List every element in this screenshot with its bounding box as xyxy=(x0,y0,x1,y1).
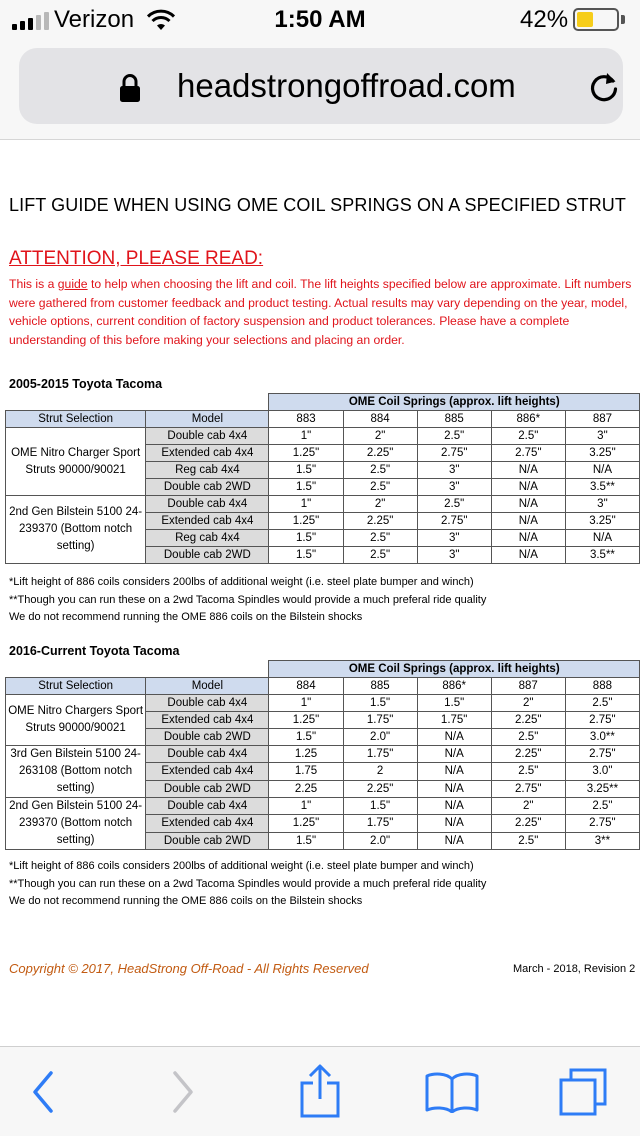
lift-height-cell: 1.75" xyxy=(343,712,417,729)
lift-height-cell: 1.5" xyxy=(343,798,417,815)
lift-height-cell: 1.5" xyxy=(269,547,343,564)
lift-height-cell: N/A xyxy=(491,513,565,530)
lift-height-cell: 1.75 xyxy=(269,763,343,780)
lift-height-cell: 3" xyxy=(565,428,639,445)
table-spacer xyxy=(6,394,146,411)
lift-height-cell: N/A xyxy=(491,496,565,513)
model-cell: Double cab 4x4 xyxy=(146,695,269,712)
page-title: LIFT GUIDE WHEN USING OME COIL SPRINGS ON A SPECIFIED STRUT xyxy=(9,195,626,215)
lift-height-cell: N/A xyxy=(417,780,491,797)
notice-guide-word: guide xyxy=(57,277,88,291)
model-header: Model xyxy=(146,678,269,695)
lift-height-cell: 2.0" xyxy=(343,832,417,849)
lift-height-cell: 3" xyxy=(417,547,491,564)
table2-note: **Though you can run these on a 2wd Tacoma Spindles would provide a much preferal ride quality xyxy=(9,877,487,890)
model-cell: Reg cab 4x4 xyxy=(146,530,269,547)
table1-note: *Lift height of 886 coils considers 200lbs of additional weight (i.e. steel plate bumper and winch) xyxy=(9,576,474,588)
strut-selection-header: Strut Selection xyxy=(6,411,146,428)
coil-size-header: 884 xyxy=(343,411,417,428)
lift-height-cell: 2.75" xyxy=(565,815,639,832)
lift-height-cell: 2" xyxy=(491,798,565,815)
attention-notice xyxy=(9,275,639,349)
lift-height-cell: 3" xyxy=(417,479,491,496)
lift-height-cell: 1" xyxy=(269,695,343,712)
table2-title: 2016-Current Toyota Tacoma xyxy=(9,644,180,658)
coil-size-header: 888 xyxy=(565,678,639,695)
lift-height-cell: 1.25" xyxy=(269,445,343,462)
model-cell: Double cab 4x4 xyxy=(146,428,269,445)
address-bar[interactable] xyxy=(19,48,623,124)
lift-height-cell: 1.75" xyxy=(343,815,417,832)
table2-note: We do not recommend running the OME 886 coils on the Bilstein shocks xyxy=(9,895,363,907)
lift-height-cell: 2.0" xyxy=(343,729,417,746)
lift-height-cell: N/A xyxy=(417,832,491,849)
table-row xyxy=(6,496,640,513)
table1-note: **Though you can run these on a 2wd Tacoma Spindles would provide a much preferal ride quality xyxy=(9,593,487,606)
lift-height-cell: 1.5" xyxy=(269,729,343,746)
strut-selection-cell: 2nd Gen Bilstein 5100 24-239370 (Bottom notch setting) xyxy=(6,496,146,564)
lift-height-cell: 2.5" xyxy=(417,496,491,513)
lift-height-cell: 1.5" xyxy=(417,695,491,712)
model-cell: Extended cab 4x4 xyxy=(146,763,269,780)
lift-height-cell: 2.25 xyxy=(269,780,343,797)
lift-height-cell: 3" xyxy=(417,530,491,547)
lock-icon xyxy=(119,73,141,103)
lift-height-cell: 2.25" xyxy=(491,712,565,729)
lift-height-cell: 2" xyxy=(491,695,565,712)
model-cell: Double cab 4x4 xyxy=(146,798,269,815)
lift-height-cell: 3" xyxy=(417,462,491,479)
status-bar xyxy=(0,0,640,40)
lift-height-cell: 1.25 xyxy=(269,746,343,763)
battery-percent: 42% xyxy=(520,6,569,33)
bookmarks-icon[interactable] xyxy=(424,1071,480,1113)
model-cell: Double cab 2WD xyxy=(146,832,269,849)
model-cell: Double cab 2WD xyxy=(146,479,269,496)
lift-height-cell: 3.0" xyxy=(565,763,639,780)
lift-table-2005-2015 xyxy=(5,393,640,564)
lift-height-cell: 3.25" xyxy=(565,445,639,462)
strut-selection-cell: OME Nitro Chargers Sport Struts 90000/90021 xyxy=(6,695,146,746)
lift-height-cell: 1.25" xyxy=(269,815,343,832)
battery-icon xyxy=(573,8,619,31)
model-cell: Extended cab 4x4 xyxy=(146,815,269,832)
lift-height-cell: 3.25** xyxy=(565,780,639,797)
model-cell: Double cab 4x4 xyxy=(146,746,269,763)
lift-height-cell: 1.5" xyxy=(269,530,343,547)
lift-height-cell: 1.5" xyxy=(343,695,417,712)
lift-height-cell: 1.25" xyxy=(269,712,343,729)
forward-icon[interactable] xyxy=(170,1069,196,1115)
table-spacer xyxy=(146,661,269,678)
lift-height-cell: 2.25" xyxy=(491,746,565,763)
table1-notes xyxy=(9,574,486,627)
model-cell: Extended cab 4x4 xyxy=(146,712,269,729)
coil-size-header: 885 xyxy=(343,678,417,695)
model-cell: Double cab 2WD xyxy=(146,780,269,797)
lift-height-cell: 3.5** xyxy=(565,547,639,564)
model-cell: Double cab 2WD xyxy=(146,729,269,746)
lift-table-2016-current xyxy=(5,660,640,850)
lift-height-cell: 3.25" xyxy=(565,513,639,530)
lift-height-cell: 1" xyxy=(269,428,343,445)
back-icon[interactable] xyxy=(30,1069,56,1115)
battery-nub xyxy=(621,15,625,24)
model-cell: Double cab 2WD xyxy=(146,547,269,564)
lift-height-cell: N/A xyxy=(565,462,639,479)
lift-height-cell: 2.5" xyxy=(491,763,565,780)
status-time: 1:50 AM xyxy=(274,6,366,33)
lift-height-cell: N/A xyxy=(417,815,491,832)
table2-notes xyxy=(9,858,486,911)
lift-height-cell: N/A xyxy=(491,479,565,496)
lift-height-cell: 2.5" xyxy=(491,428,565,445)
table-row xyxy=(6,746,640,763)
share-icon[interactable] xyxy=(298,1063,342,1119)
table2-note: *Lift height of 886 coils considers 200lbs of additional weight (i.e. steel plate bumper and winch) xyxy=(9,860,474,872)
lift-height-cell: N/A xyxy=(491,547,565,564)
coil-springs-header: OME Coil Springs (approx. lift heights) xyxy=(269,394,640,411)
strut-selection-cell: 2nd Gen Bilstein 5100 24-239370 (Bottom notch setting) xyxy=(6,798,146,850)
lift-height-cell: 1.75" xyxy=(417,712,491,729)
coil-size-header: 886* xyxy=(417,678,491,695)
coil-size-header: 885 xyxy=(417,411,491,428)
model-header: Model xyxy=(146,411,269,428)
table-row xyxy=(6,798,640,815)
lift-height-cell: 2.75" xyxy=(491,780,565,797)
table1-note: We do not recommend running the OME 886 coils on the Bilstein shocks xyxy=(9,611,363,623)
lift-height-cell: 1" xyxy=(269,496,343,513)
table-spacer xyxy=(146,394,269,411)
lift-height-cell: 3.0** xyxy=(565,729,639,746)
notice-text-start: This is a xyxy=(9,277,58,291)
lift-height-cell: 1.25" xyxy=(269,513,343,530)
attention-heading: ATTENTION, PLEASE READ: xyxy=(9,248,264,269)
lift-height-cell: N/A xyxy=(417,763,491,780)
coil-size-header: 883 xyxy=(269,411,343,428)
lift-height-cell: 2.25" xyxy=(343,513,417,530)
lift-height-cell: 2" xyxy=(343,496,417,513)
url-text[interactable]: headstrongoffroad.com xyxy=(177,67,516,104)
document-page xyxy=(0,141,640,1046)
lift-height-cell: 2.25" xyxy=(491,815,565,832)
lift-height-cell: 1.5" xyxy=(269,462,343,479)
strut-selection-header: Strut Selection xyxy=(6,678,146,695)
strut-selection-cell: OME Nitro Charger Sport Struts 90000/90021 xyxy=(6,428,146,496)
lift-height-cell: 1.5" xyxy=(269,832,343,849)
lift-height-cell: 2.75" xyxy=(491,445,565,462)
lift-height-cell: 1.5" xyxy=(269,479,343,496)
lift-height-cell: 3" xyxy=(565,496,639,513)
lift-height-cell: 2.75" xyxy=(417,513,491,530)
lift-height-cell: N/A xyxy=(565,530,639,547)
reload-icon[interactable] xyxy=(587,70,621,104)
lift-height-cell: 3** xyxy=(565,832,639,849)
coil-size-header: 886* xyxy=(491,411,565,428)
browser-address-area xyxy=(0,40,640,140)
coil-springs-header: OME Coil Springs (approx. lift heights) xyxy=(269,661,640,678)
notice-text-rest: to help when choosing the lift and coil. The lift heights specified below are approximate. Lift numbers were gathered from customer feedback and product testing. Actual results may vary depending on the year, model, vehicle options, current condition of factory suspension and product tolerances. Please have a complete understanding of this before making your selections and placing an order. xyxy=(9,277,632,347)
browser-toolbar xyxy=(0,1046,640,1136)
carrier-name: Verizon xyxy=(54,6,135,33)
strut-selection-cell: 3rd Gen Bilstein 5100 24-263108 (Bottom notch setting) xyxy=(6,746,146,798)
model-cell: Extended cab 4x4 xyxy=(146,513,269,530)
battery-level-fill xyxy=(577,12,593,27)
lift-height-cell: 2.5" xyxy=(491,729,565,746)
lift-height-cell: 2.25" xyxy=(343,445,417,462)
lift-height-cell: N/A xyxy=(491,530,565,547)
coil-size-header: 887 xyxy=(491,678,565,695)
lift-height-cell: 2.25" xyxy=(343,780,417,797)
lift-height-cell: 2.75" xyxy=(417,445,491,462)
lift-height-cell: 2 xyxy=(343,763,417,780)
lift-height-cell: 2.5" xyxy=(565,798,639,815)
lift-height-cell: 2.5" xyxy=(343,530,417,547)
lift-height-cell: 2.5" xyxy=(565,695,639,712)
table-spacer xyxy=(6,661,146,678)
tabs-icon[interactable] xyxy=(558,1067,608,1117)
model-cell: Double cab 4x4 xyxy=(146,496,269,513)
model-cell: Reg cab 4x4 xyxy=(146,462,269,479)
copyright-text: Copyright © 2017, HeadStrong Off-Road - All Rights Reserved xyxy=(9,961,369,976)
lift-height-cell: 2.5" xyxy=(343,462,417,479)
lift-height-cell: N/A xyxy=(491,462,565,479)
lift-height-cell: 2.5" xyxy=(343,479,417,496)
lift-height-cell: 2.5" xyxy=(417,428,491,445)
lift-height-cell: N/A xyxy=(417,729,491,746)
lift-height-cell: 1" xyxy=(269,798,343,815)
lift-height-cell: 1.75" xyxy=(343,746,417,763)
lift-height-cell: 2.75" xyxy=(565,746,639,763)
coil-size-header: 887 xyxy=(565,411,639,428)
table-row xyxy=(6,428,640,445)
model-cell: Extended cab 4x4 xyxy=(146,445,269,462)
lift-height-cell: 2.5" xyxy=(491,832,565,849)
lift-height-cell: 3.5** xyxy=(565,479,639,496)
lift-height-cell: N/A xyxy=(417,746,491,763)
table-row xyxy=(6,695,640,712)
lift-height-cell: 2.75" xyxy=(565,712,639,729)
coil-size-header: 884 xyxy=(269,678,343,695)
lift-height-cell: 2.5" xyxy=(343,547,417,564)
lift-height-cell: N/A xyxy=(417,798,491,815)
lift-height-cell: 2" xyxy=(343,428,417,445)
table1-title: 2005-2015 Toyota Tacoma xyxy=(9,377,163,391)
revision-text: March - 2018, Revision 2 xyxy=(513,963,636,975)
